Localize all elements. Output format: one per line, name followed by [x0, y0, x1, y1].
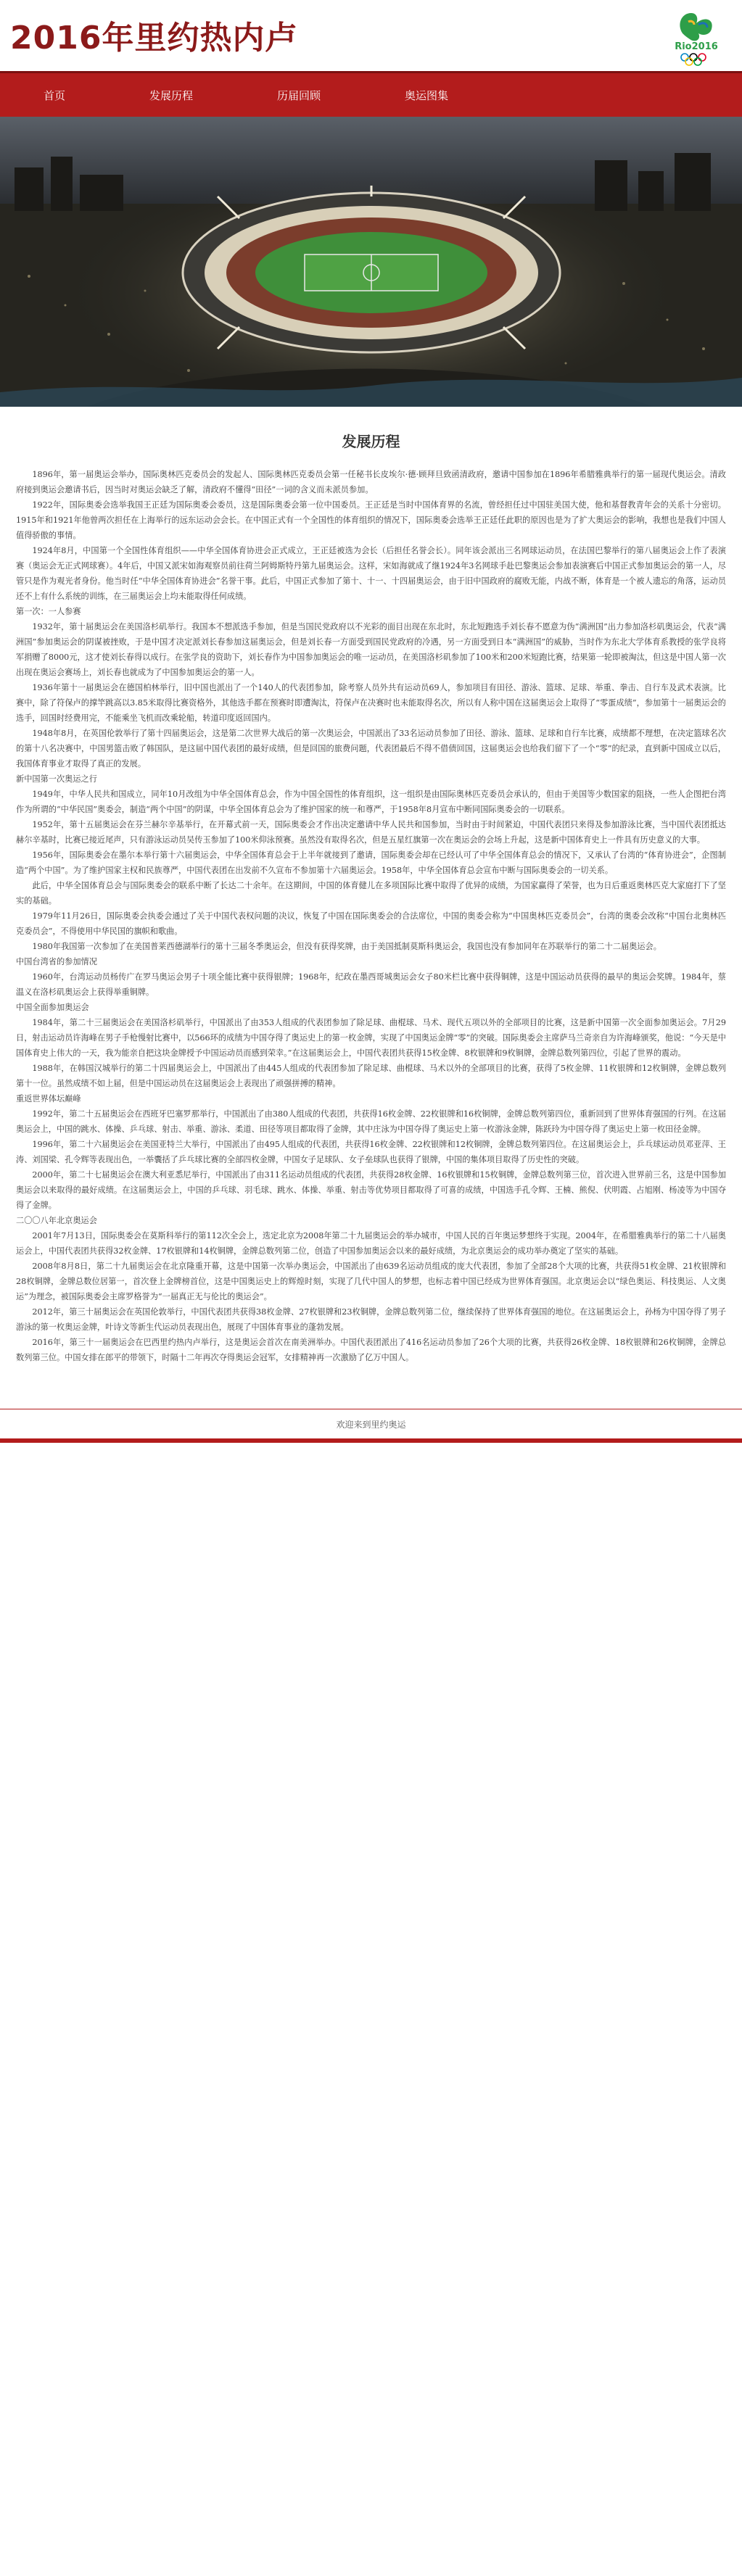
paragraph: 1932年，第十届奥运会在美国洛杉矶举行。我国本不想派选手参加，但是当国民党政府以不光彩的面目出现在东北时，东北短跑选手刘长春不愿意为伪“满洲国”出力参加洛杉矶奥运会，代表“满洲国”参加奥运会的阴谋被挫败，于是中国才决定派刘长春参加这届奥运会，但是刘长春一方面受到国民党政府的冷遇，另一方面受到日本“满洲国”的威胁，当时作为东北大学体育系教授的张学良将军捐赠了8000元，这才使刘长春得以成行。在张学良的资助下，刘长春作为中国参加奥运会的唯一运动员，在美国洛杉矶参加了100米和200米短跑比赛，结果第一轮即被淘汰，但这是中国人第一次出现在奥运会赛场上，刘长春也就成为了中国参加奥运会的第一人。 [16, 622, 726, 677]
paragraph: 此后，中华全国体育总会与国际奥委会的联系中断了长达二十余年。在这期间，中国的体育健儿在多项国际比赛中取得了优异的成绩，为国家赢得了荣誉，也为日后重返奥林匹克大家庭打下了坚实的基础。 [16, 881, 726, 906]
rio2016-logo[interactable] [667, 3, 726, 68]
subheading: 中国台湾省的参加情况 [16, 957, 97, 966]
nav-item-history[interactable]: 发展历程 [149, 88, 194, 102]
paragraph: 1996年，第二十六届奥运会在美国亚特兰大举行，中国派出了由495人组成的代表团，共获得16枚金牌、22枚银牌和12枚铜牌，金牌总数列第四位。在这届奥运会上，乒乓球运动员邓亚萍、王涛、刘国梁、孔令辉等表现出色，一举囊括了乒乓球比赛的全部四枚金牌，中国女子足球队、女子垒球队也获得了银牌，中国的集体项目取得了历史性的突破。 [16, 1140, 726, 1164]
paragraph: 1948年8月，在英国伦敦举行了第十四届奥运会，这是第二次世界大战后的第一次奥运会，中国派出了33名运动员参加了田径、游泳、篮球、足球和自行车比赛，成绩都不理想，在决定篮球名次的第十八名决赛中，中国男篮击败了韩国队，是这届中国代表团的最好成绩，但是回国的旅费问题，代表团最后不得不借债回国，这届奥运会也给我们留下了一个“零”的纪录，直到新中国成立以后，我国体育事业才取得了真正的发展。 [16, 729, 726, 769]
paragraph: 1979年11月26日，国际奥委会执委会通过了关于中国代表权问题的决议，恢复了中国在国际奥委会的合法席位，中国的奥委会称为“中国奥林匹克委员会”，台湾的奥委会改称“中国台北奥林匹克委员会”，不得使用中华民国的旗帜和歌曲。 [16, 911, 726, 936]
paragraph: 1936年第十一届奥运会在德国柏林举行，旧中国也派出了一个140人的代表团参加，除考察人员外共有运动员69人，参加项目有田径、游泳、篮球、足球、举重、拳击、自行车及武术表演。比赛中，除了符保卢的撑竿跳高以3.85米取得比赛资格外，其他选手都在预赛时即遭淘汰，符保卢在决赛时也未能取得名次，所以有人称中国在这届奥运会上取得了“零蛋成绩”，参加第十一届奥运会的选手，回国时经费用完，不能乘坐飞机而改乘轮船，转道印度返回国内。 [16, 683, 726, 723]
paragraph: 1949年，中华人民共和国成立，同年10月改组为中华全国体育总会，作为中国全国性的体育组织，这一组织是由国际奥林匹克委员会承认的，但由于美国等少数国家的阻挠，一些人企图把台湾作为所谓的“中华民国”奥委会，制造“两个中国”的阴谋，中华全国体育总会为了维护国家的统一和尊严，于1958年8月宣布中断同国际奥委会的一切联系。 [16, 790, 726, 814]
paragraph: 1984年，第二十三届奥运会在美国洛杉矶举行，中国派出了由353人组成的代表团参加了除足球、曲棍球、马术、现代五项以外的全部项目的比赛，这是新中国第一次全面参加奥运会。7月29日，射击运动员许海峰在男子手枪慢射比赛中，以566环的成绩为中国夺得了奥运史上的第一枚金牌，实现了中国奥运金牌“零”的突破。国际奥委会主席萨马兰奇亲自为许海峰颁奖，他说：“今天是中国体育史上伟大的一天，我为能亲自把这块金牌授予中国运动员而感到荣幸。”在这届奥运会上，中国代表团共获得15枚金牌、8枚银牌和9枚铜牌，金牌总数列第四位，引起了世界的震动。 [16, 1018, 726, 1058]
paragraph: 1924年8月，中国第一个全国性体育组织——中华全国体育协进会正式成立，王正廷被选为会长（后担任名誉会长）。同年该会派出三名网球运动员，在法国巴黎举行的第八届奥运会上作了表演赛（奥运会无正式网球赛）。4年后，中国又派宋如海观察员前往荷兰阿姆斯特丹第九届奥运会。这样，宋如海就成了继1924年3名网球手赴巴黎奥运会参加表演赛后中国正式参加奥运会的第一人，尽管只是作为观光者身份。他当时任“中华全国体育协进会”名誉干事。此后，中国正式参加了第十、十一、十四届奥运会，由于旧中国政府的腐败无能，内战不断，体育是一个被人遗忘的角落，运动员还不上有什么系统的训练，在三届奥运会上均未能取得任何成绩。 [16, 546, 726, 601]
stadium-illustration [0, 117, 742, 407]
svg-text:Rio2016: Rio2016 [675, 41, 718, 52]
paragraph: 1980年我国第一次参加了在美国普莱西德湖举行的第十三届冬季奥运会，但没有获得奖牌，由于美国抵制莫斯科奥运会，我国也没有参加同年在苏联举行的第二十二届奥运会。 [32, 942, 661, 951]
paragraph: 2012年，第三十届奥运会在英国伦敦举行，中国代表团共获得38枚金牌、27枚银牌和23枚铜牌，金牌总数列第二位，继续保持了世界体育强国的地位。在这届奥运会上，孙杨为中国夺得了男子游泳的第一枚奥运金牌，叶诗文等新生代运动员表现出色，展现了中国体育事业的蓬勃发展。 [16, 1307, 726, 1332]
main-content [0, 407, 742, 1387]
subheading: 第一次：一人参赛 [16, 607, 81, 616]
paragraph: 2000年，第二十七届奥运会在澳大利亚悉尼举行，中国派出了由311名运动员组成的代表团，共获得28枚金牌、16枚银牌和15枚铜牌，金牌总数列第三位，首次进入世界前三名，这是中国参加奥运会以来取得的最好成绩。在这届奥运会上，中国的乒乓球、羽毛球、跳水、体操、举重、射击等优势项目都取得了可喜的成绩，中国选手孔令辉、王楠、熊倪、伏明霞、占旭刚、杨凌等为中国夺得了金牌。 [16, 1170, 726, 1210]
nav-item-gallery[interactable]: 奥运图集 [405, 88, 449, 102]
paragraph: 2008年8月8日，第二十九届奥运会在北京隆重开幕，这是中国第一次举办奥运会，中国派出了由639名运动员组成的庞大代表团，参加了全部28个大项的比赛，共获得51枚金牌、21枚银牌和28枚铜牌，金牌总数位居第一，首次登上金牌榜首位，这是中国奥运史上的辉煌时刻，实现了几代中国人的梦想，也标志着中国已经成为世界体育强国。北京奥运会以“绿色奥运、科技奥运、人文奥运”为理念，被国际奥委会主席罗格誉为“一届真正无与伦比的奥运会”。 [16, 1262, 726, 1301]
subheading: 重返世界体坛巅峰 [16, 1094, 81, 1103]
site-title: 2016年里约热内卢 [10, 20, 298, 57]
site-footer [0, 1409, 742, 1443]
paragraph: 1992年，第二十五届奥运会在西班牙巴塞罗那举行，中国派出了由380人组成的代表团，共获得16枚金牌、22枚银牌和16枚铜牌，金牌总数列第四位，重新回到了世界体育强国的行列。在这届奥运会上，中国的跳水、体操、乒乓球、射击、举重、游泳、柔道、田径等项目都取得了金牌，其中庄泳为中国夺得了奥运史上第一枚游泳金牌，陈跃玲为中国夺得了奥运史上第一枚田径金牌。 [16, 1109, 726, 1134]
paragraph: 1960年，台湾运动员杨传广在罗马奥运会男子十项全能比赛中获得银牌；1968年，纪政在墨西哥城奥运会女子80米栏比赛中获得铜牌，这是中国运动员获得的最早的奥运会奖牌。1984年，蔡温义在洛杉矶奥运会上获得举重铜牌。 [16, 972, 726, 997]
subheading: 二〇〇八年北京奥运会 [16, 1216, 97, 1225]
paragraph: 1922年，国际奥委会选举我国王正廷为国际奥委会委员，这是国际奥委会第一位中国委员。王正廷是当时中国体育界的名流，曾经担任过中国驻美国大使，他和基督教青年会的关系十分密切。1915年和1921年他曾两次担任在上海举行的远东运动会会长。在中国正式有一个全国性的体育组织的情况下，国际奥委会选举王正廷任此职的原因也是为了扩大奥运会的影响，我想也是我们中国人值得骄傲的事情。 [16, 500, 726, 540]
paragraph: 1988年，在韩国汉城举行的第二十四届奥运会上，中国派出了由445人组成的代表团参加了除足球、曲棍球、马术以外的全部项目的比赛，获得了5枚金牌、11枚银牌和12枚铜牌，金牌总数列第十一位。虽然成绩不如上届，但是中国运动员在这届奥运会上表现出了顽强拼搏的精神。 [16, 1064, 726, 1088]
main-navbar [0, 71, 742, 117]
paragraph: 1952年，第十五届奥运会在芬兰赫尔辛基举行，在开幕式前一天，国际奥委会才作出决定邀请中华人民共和国参加，当时由于时间紧迫，中国代表团只来得及参加游泳比赛，当中国代表团抵达赫尔辛基时，比赛已接近尾声，只有游泳运动员吴传玉参加了100米仰泳预赛。虽然没有取得名次，但是五星红旗第一次在奥运会的会场上升起，这是新中国体育史上一件具有历史意义的大事。 [16, 820, 726, 845]
nav-item-home[interactable]: 首页 [44, 88, 66, 102]
subheading: 中国全面参加奥运会 [16, 1003, 89, 1012]
paragraph: 2016年，第三十一届奥运会在巴西里约热内卢举行，这是奥运会首次在南美洲举办。中国代表团派出了416名运动员参加了26个大项的比赛，共获得26枚金牌、18枚银牌和26枚铜牌，金牌总数列第三位。中国女排在郎平的带领下，时隔十二年再次夺得奥运会冠军，女排精神再一次激励了亿万中国人。 [16, 1338, 726, 1362]
section-title: 发展历程 [342, 433, 400, 450]
nav-item-review[interactable]: 历届回顾 [277, 88, 321, 102]
subheading: 新中国第一次奥运之行 [16, 774, 97, 784]
site-header [0, 0, 742, 71]
stadium-banner-image [0, 117, 742, 407]
article-body [16, 467, 726, 1365]
paragraph: 1896年，第一届奥运会举办，国际奥林匹克委员会的发起人、国际奥林匹克委员会第一任秘书长皮埃尔·德·顾拜旦致函清政府，邀请中国参加在1896年希腊雅典举行的第一届现代奥运会。清政府接到奥运会邀请书后，因当时对奥运会缺乏了解，清政府不懂得“田径”一词的含义而未派员参加。 [16, 470, 726, 494]
paragraph: 2001年7月13日，国际奥委会在莫斯科举行的第112次全会上，选定北京为2008年第二十九届奥运会的举办城市，中国人民的百年奥运梦想终于实现。2004年，在希腊雅典举行的第二十八届奥运会上，中国代表团共获得32枚金牌、17枚银牌和14枚铜牌，金牌总数列第二位，创造了中国参加奥运会以来的最好成绩，为北京奥运会的成功举办奠定了坚实的基础。 [16, 1231, 726, 1256]
footer-text: 欢迎来到里约奥运 [336, 1419, 406, 1430]
paragraph: 1956年，国际奥委会在墨尔本举行第十六届奥运会，中华全国体育总会于上半年就接到了邀请，国际奥委会却在已经认可了中华全国体育总会的情况下，又承认了台湾的“体育协进会”，企图制造“两个中国”。为了维护国家主权和民族尊严，中国代表团在出发前不久宣布不参加第十六届奥运会。1958年，中华全国体育总会宣布中断与国际奥委会的一切关系。 [16, 850, 726, 875]
